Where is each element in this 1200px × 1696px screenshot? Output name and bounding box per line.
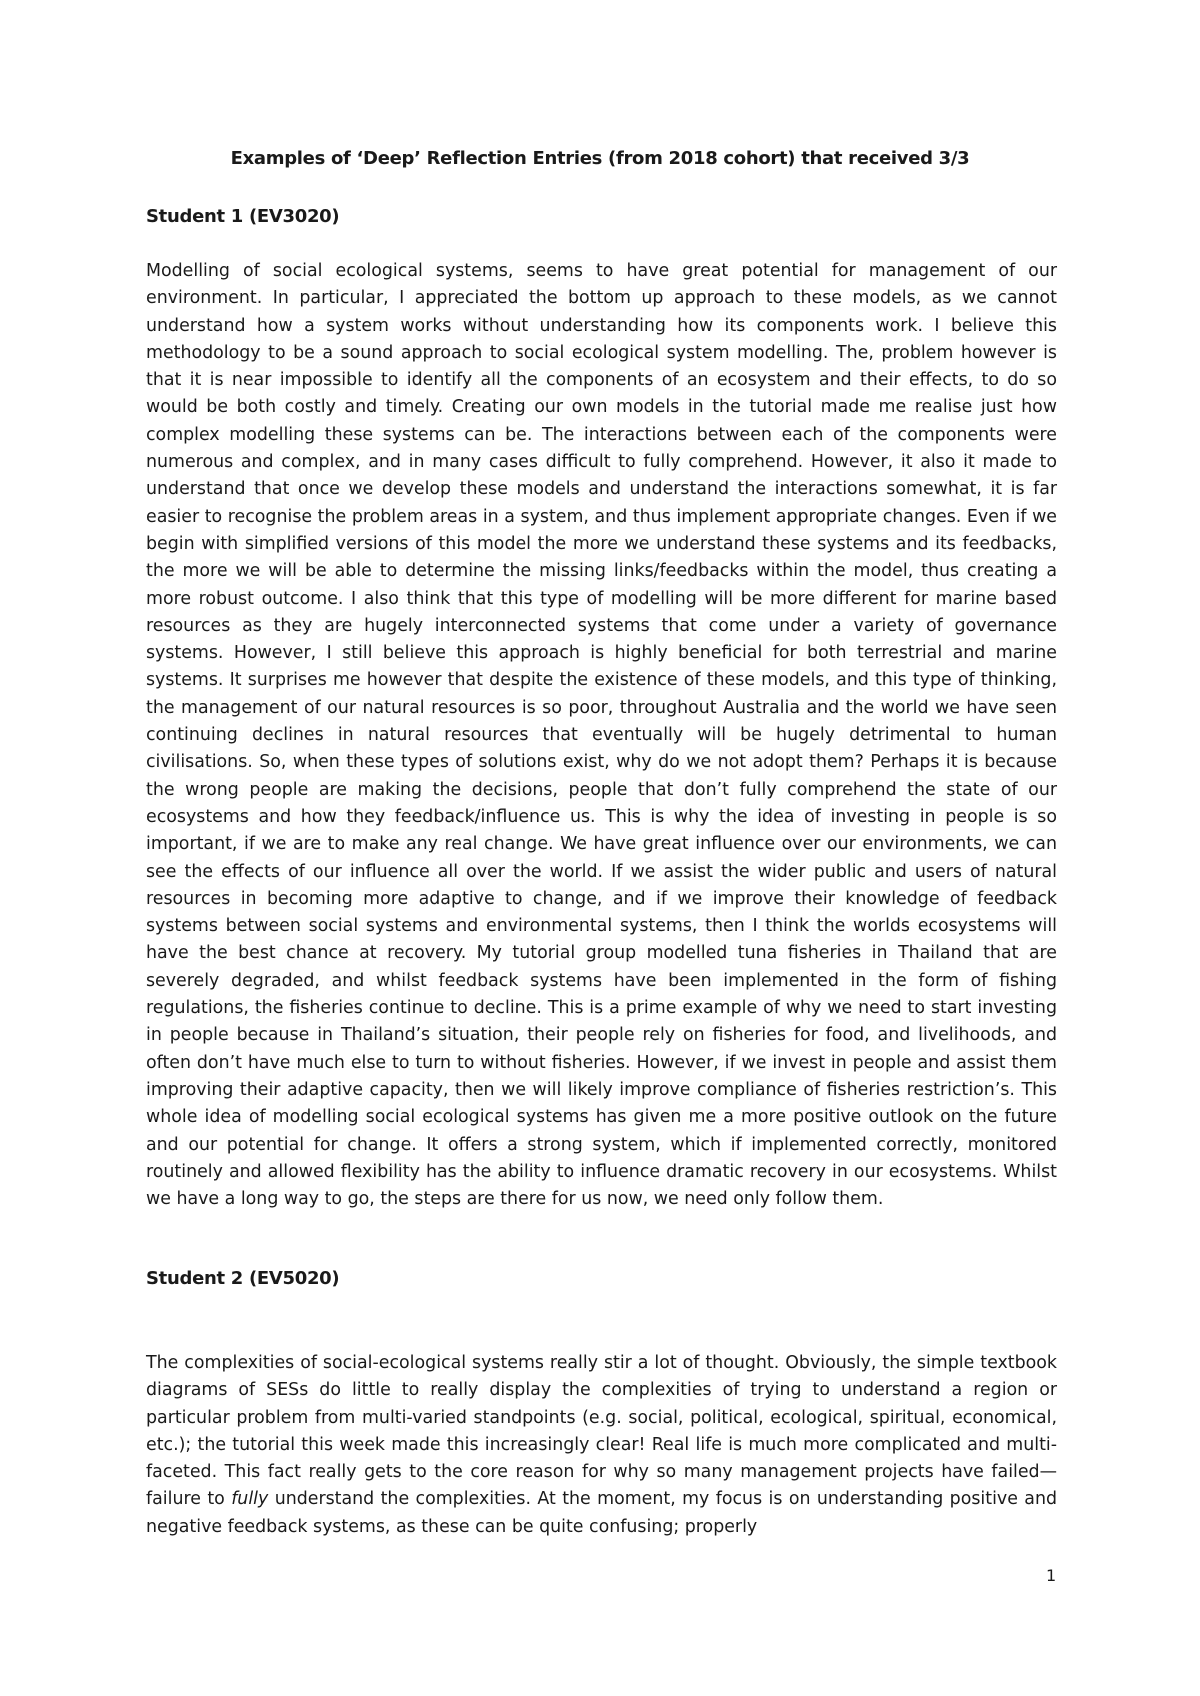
student-2-heading: Student 2 (EV5020) [146,1268,340,1289]
student-1-reflection-text: Modelling of social ecological systems, seems to have great potential for management of our environment. In particular, I appreciated the bottom up approach to these models, as we cannot understand how a system works without understanding how its components work. I believe this methodology to be a sound approach to social ecological system modelling. The, problem however is that it is near impossible to identify all the components of an ecosystem and their effects, to do so would be both costly and timely. Creating our own models in the tutorial made me realise just how complex modelling these systems can be. The interactions between each of the components were numerous and complex, and in many cases difficult to fully comprehend. However, it also it made to understand that once we develop these models and understand the interactions somewhat, it is far easier to recognise the problem areas in a system, and thus implement appropriate changes. Even if we begin with simplified versions of this model the more we understand these systems and its feedbacks, the more we will be able to determine the missing links/feedbacks within the model, thus creating a more robust outcome. I also think that this type of modelling will be more different for marine based resources as they are hugely interconnected systems that come under a variety of governance systems. However, I still believe this approach is highly beneficial for both terrestrial and marine systems. It surprises me however that despite the existence of these models, and this type of thinking, the management of our natural resources is so poor, throughout Australia and the world we have seen continuing declines in natural resources that eventually will be hugely detrimental to human civilisations. So, when these types of solutions exist, why do we not adopt them? Perhaps it is because the wrong people are making the decisions, people that don’t fully comprehend the state of our ecosystems and how they feedback/influence us. This is why the idea of investing in people is so important, if we are to make any real change. We have great influence over our environments, we can see the effects of our influence all over the world. If we assist the wider public and users of natural resources in becoming more adaptive to change, and if we improve their knowledge of feedback systems between social systems and environmental systems, then I think the worlds ecosystems will have the best chance at recovery. My tutorial group modelled tuna fisheries in Thailand that are severely degraded, and whilst feedback systems have been implemented in the form of fishing regulations, the fisheries continue to decline. This is a prime example of why we need to start investing in people because in Thailand’s situation, their people rely on fisheries for food, and livelihoods, and often don’t have much else to turn to without fisheries. However, if we invest in people and assist them improving their adaptive capacity, then we will likely improve compliance of fisheries restriction’s. This whole idea of modelling social ecological systems has given me a more positive outlook on the future and our potential for change. It offers a strong system, which if implemented correctly, monitored routinely and allowed flexibility has the ability to influence dramatic recovery in our ecosystems. Whilst we have a long way to go, the steps are there for us now, we need only follow them. [146,261,1057,1210]
document-title: Examples of ‘Deep’ Reflection Entries (from 2018 cohort) that received 3/3 [230,148,970,169]
student-1-heading: Student 1 (EV3020) [146,206,340,227]
student-2-text-part-1: The complexities of social-ecological systems really stir a lot of thought. Obviously, the simple textbook diagrams of SESs do little to really display the complexities of trying to understand a region or particular problem from multi-varied standpoints (e.g. social, political, ecological, spiritual, economical, etc.); the tutorial this week made this increasingly clear! Real life is much more complicated and multi-faceted. This fact really gets to the core reason for why so many management projects have failed—failure to [146,1353,1057,1510]
student-2-reflection-text [146,1350,1057,1541]
student-2-emphasis: fully [231,1489,269,1510]
student-2-text-part-2: understand the complexities. At the moment, my focus is on understanding positive and negative feedback systems, as these can be quite confusing; properly [146,1489,1058,1537]
page-number: 1 [1046,1566,1057,1585]
